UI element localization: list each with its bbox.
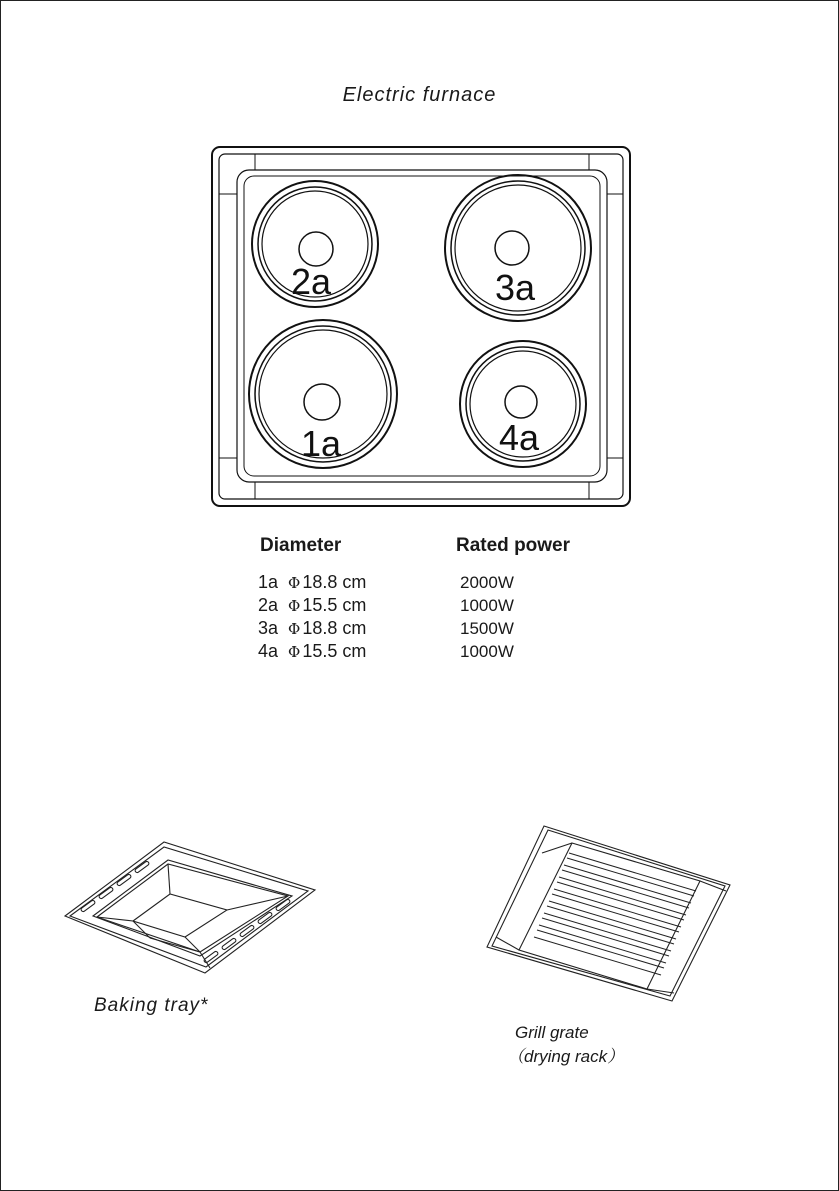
spec-row-power: 1000W: [460, 642, 514, 661]
burner-4a: [460, 341, 586, 467]
diameter-header: Diameter: [260, 535, 342, 556]
spec-row-power: 1500W: [460, 619, 514, 638]
spec-row-power: 1000W: [460, 596, 514, 615]
diameter-symbol: Φ: [288, 620, 301, 638]
grill-grate-caption: Grill grate: [515, 1023, 589, 1042]
spec-row-id: 2a: [258, 595, 279, 615]
diameter-symbol: Φ: [288, 574, 301, 592]
spec-row: [258, 594, 366, 617]
spec-row: [258, 640, 366, 663]
spec-row-diameter: 18.8 cm: [302, 618, 367, 638]
spec-row: [258, 617, 366, 640]
diameter-symbol: Φ: [288, 597, 301, 615]
baking-tray-caption: Baking tray*: [94, 995, 209, 1016]
power-header: Rated power: [456, 535, 571, 556]
diameter-symbol: Φ: [288, 643, 301, 661]
burner-3a: [445, 175, 591, 321]
grill-grate-illustration: [484, 823, 734, 1005]
spec-row-diameter: 15.5 cm: [302, 595, 367, 615]
burner-label-4a: 4a: [499, 417, 540, 458]
baking-tray-illustration: [60, 838, 330, 978]
spec-row-diameter: 18.8 cm: [302, 572, 367, 592]
burner-1a: [249, 320, 397, 468]
spec-row-diameter: 15.5 cm: [302, 641, 367, 661]
spec-row-id: 3a: [258, 618, 279, 638]
burner-label-1a: 1a: [301, 423, 342, 464]
burner-label-2a: 2a: [291, 261, 332, 302]
page-title: Electric furnace: [342, 84, 497, 106]
spec-row-id: 1a: [258, 572, 279, 592]
hob-diagram: [211, 146, 631, 508]
spec-row-id: 4a: [258, 641, 279, 661]
drying-rack-caption: （drying rack）: [507, 1047, 625, 1066]
burner-2a: [252, 181, 378, 307]
burner-label-3a: 3a: [495, 267, 536, 308]
spec-row-power: 2000W: [460, 573, 514, 592]
spec-row: [258, 571, 366, 594]
